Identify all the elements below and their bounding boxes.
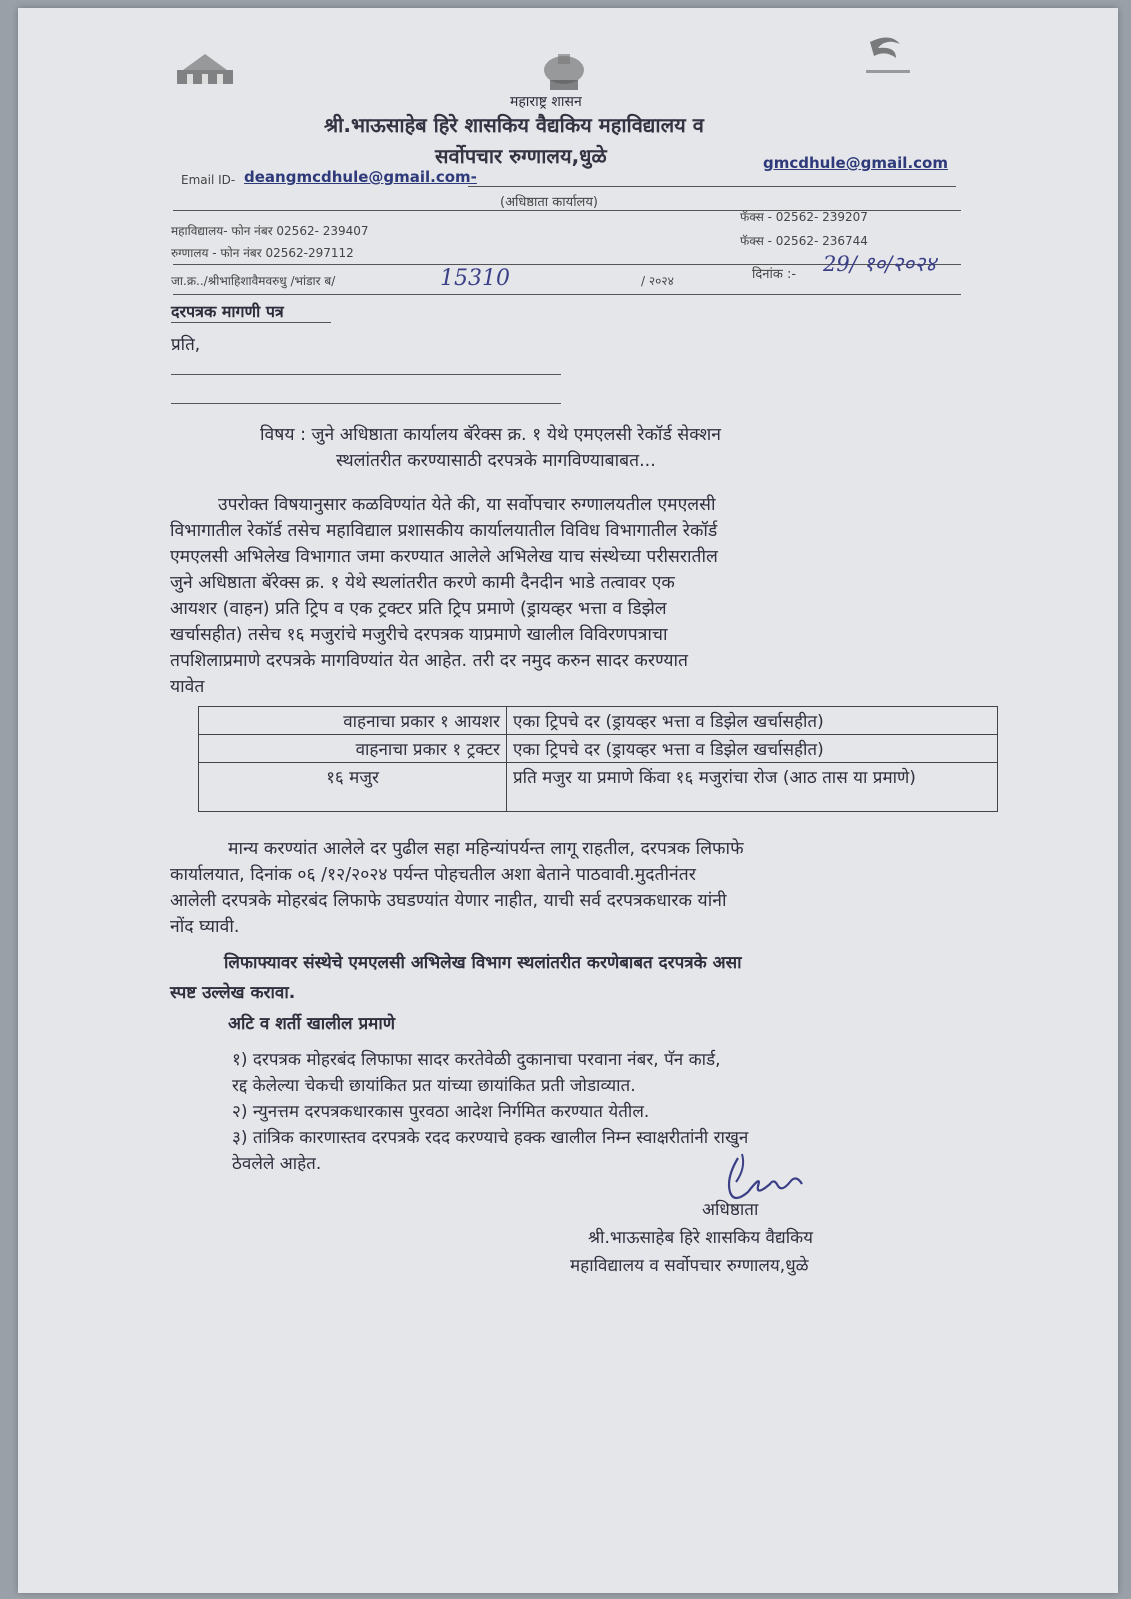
para2-line: नोंद घ्यावी. [170,917,240,937]
para1-line: तपशिलाप्रमाणे दरपत्रके मागविण्यांत येत आहेत. तरी दर नमुद करुन सादर करण्यात [170,651,688,671]
para1-line: आयशर (वाहन) प्रति ट्रिप व एक ट्रक्टर प्रति ट्रिप प्रमाणे (ड्रायव्हर भत्ता व डिझेल [170,599,667,619]
email-secondary[interactable]: gmcdhule@gmail.com [763,154,948,172]
table-cell: एका ट्रिपचे दर (ड्रायव्हर भत्ता व डिझेल खर्चासहीत) [507,735,998,763]
hospital-logo-icon [856,32,920,82]
signatory-line1: श्री.भाऊसाहेब हिरे शासकिय वैद्यकिय [588,1228,814,1248]
table-cell: वाहनाचा प्रकार १ आयशर [199,707,507,735]
para2-line: कार्यालयात, दिनांक ०६ /१२/२०२४ पर्यन्त पोहचतील अशा बेताने पाठवावी.मुदतीनंतर [170,865,696,885]
table-cell: प्रति मजुर या प्रमाणे किंवा १६ मजुरांचा रोज (आठ तास या प्रमाणे) [507,763,998,812]
para1-line: उपरोक्त विषयानुसार कळविण्यांत येते की, या सर्वोपचार रुग्णालयतील एमएलसी [218,495,716,515]
date-label: दिनांक :- [752,267,797,282]
national-emblem-icon [536,50,592,96]
subject-line1: विषय : जुने अधिष्ठाता कार्यालय बॅरेक्स क्र. १ येथे एमएलसी रेकॉर्ड सेक्शन [260,425,722,445]
condition-item: रद्द केलेल्या चेकची छायांकित प्रत यांच्या छायांकित प्रती जोडाव्यात. [232,1076,636,1096]
fax-2: फॅक्स - 02562- 236744 [740,234,868,248]
letter-heading: दरपत्रक मागणी पत्र [171,302,284,321]
condition-item: २) न्युनत्तम दरपत्रकधारकास पुरवठा आदेश निर्गमित करण्यात येतील. [232,1102,650,1122]
para1-line: विभागातील रेकॉर्ड तसेच महाविद्याल प्रशासकीय कार्यालयातील विविध विभागातील रेकॉर्ड [170,521,718,541]
date-value: 29/ १०/२०२४ [823,252,937,276]
letter-page [18,8,1118,1593]
fax-1: फॅक्स - 02562- 239207 [740,210,868,224]
office-name: (अधिष्ठाता कार्यालय) [500,195,598,210]
reference-year: / २०२४ [641,274,674,288]
email-label: Email ID- [181,173,236,187]
reference-prefix: जा.क्र../श्रीभाहिशावैमवरुधु /भांडार ब/ [171,274,336,288]
condition-item: ३) तांत्रिक कारणास्तव दरपत्रके रदद करण्याचे हक्क खालील निम्न स्वाक्षरीतांनी राखुन [232,1128,749,1148]
email-primary[interactable]: deangmcdhule@gmail.com- [244,168,477,186]
college-emblem-icon [173,48,237,88]
rate-table [198,706,998,812]
recipient-label: प्रति, [171,335,201,355]
para2-line: आलेली दरपत्रके मोहरबंद लिफाफे उघडण्यांत येणार नाहीत, याची सर्व दरपत्रकधारक यांनी [170,891,727,911]
conditions-heading: अटि व शर्ती खालील प्रमाणे [228,1014,396,1034]
condition-item: १) दरपत्रक मोहरबंद लिफाफा सादर करतेवेळी दुकानाचा परवाना नंबर, पॅन कार्ड, [232,1050,721,1070]
table-row [199,707,998,735]
signatory-line2: महाविद्यालय व सर्वोपचार रुग्णालय,धुळे [570,1256,809,1276]
table-row [199,735,998,763]
para1-line: यावेत [170,677,205,697]
table-cell: एका ट्रिपचे दर (ड्रायव्हर भत्ता व डिझेल खर्चासहीत) [507,707,998,735]
para2-line: मान्य करण्यांत आलेले दर पुढील सहा महिन्यांपर्यन्त लागू राहतील, दरपत्रक लिफाफे [228,839,744,859]
table-cell: १६ मजुर [199,763,507,812]
envelope-instruction-line2: स्पष्ट उल्लेख करावा. [170,983,296,1003]
phone-hospital: रुग्णालय - फोन नंबर 02562-297112 [171,246,354,260]
para1-line: एमएलसी अभिलेख विभागात जमा करण्यात आलेले अभिलेख याच संस्थेच्या परीसरातील [170,547,718,567]
state-name: महाराष्ट्र शासन [510,94,582,110]
table-row [199,763,998,812]
para1-line: खर्चासहीत) तसेच १६ मजुरांचे मजुरीचे दरपत्रक याप्रमाणे खालील विविरणपत्राचा [170,625,668,645]
subject-line2: स्थलांतरीत करण्यासाठी दरपत्रके मागविण्याबाबत... [336,451,656,471]
reference-number: 15310 [440,266,510,291]
institution-name-line2: सर्वोपचार रुग्णालय,धुळे [435,144,607,168]
institution-name-line1: श्री.भाऊसाहेब हिरे शासकिय वैद्यकिय महाविद्यालय व [324,113,704,137]
condition-item: ठेवलेले आहेत. [232,1154,322,1174]
envelope-instruction-line1: लिफाफ्यावर संस्थेचे एमएलसी अभिलेख विभाग स्थलांतरीत करणेबाबत दरपत्रके असा [224,953,742,973]
signatory-title: अधिष्ठाता [702,1200,759,1220]
phone-college: महाविद्यालय- फोन नंबर 02562- 239407 [171,224,369,238]
para1-line: जुने अधिष्ठाता बॅरेक्स क्र. १ येथे स्थलांतरीत करणे कामी दैनदीन भाडे तत्वावर एक [170,573,675,593]
table-cell: वाहनाचा प्रकार १ ट्रक्टर [199,735,507,763]
